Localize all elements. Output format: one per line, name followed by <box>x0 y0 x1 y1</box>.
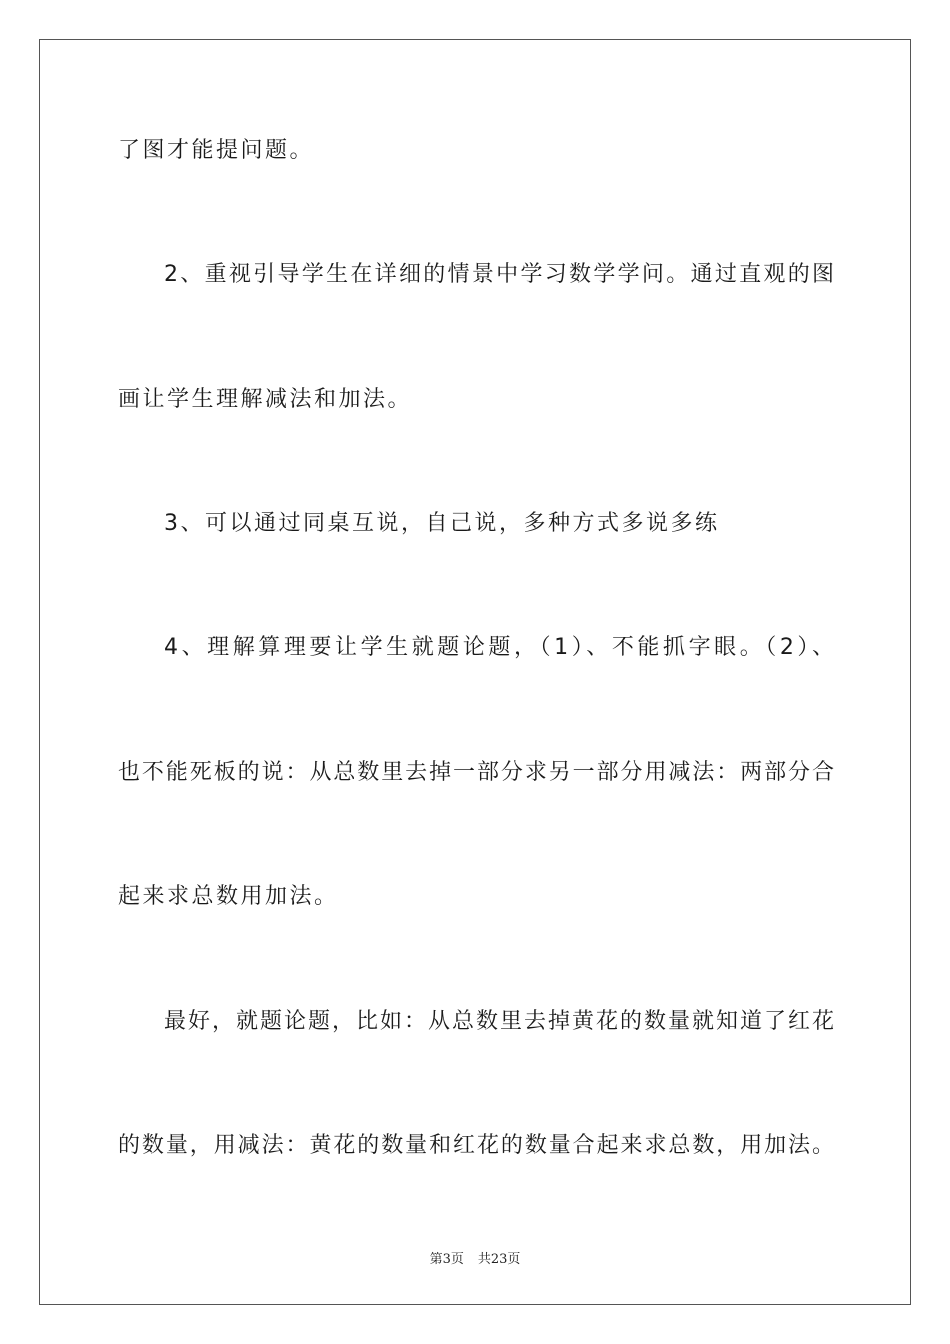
paragraph-line: 4、理解算理要让学生就题论题，（1）、不能抓字眼。（2）、 <box>164 635 834 660</box>
page-total: 共23页 <box>477 1252 521 1267</box>
page-number: 第3页 <box>429 1252 464 1267</box>
paragraph-line: 最好，就题论题，比如：从总数里去掉黄花的数量就知道了红花 <box>164 1009 834 1034</box>
paragraph-line: 画让学生理解减法和加法。 <box>118 387 413 412</box>
paragraph-line: 了图才能提问题。 <box>118 138 315 163</box>
paragraph-line: 起来求总数用加法。 <box>118 884 339 909</box>
paragraph-line: 也不能死板的说：从总数里去掉一部分求另一部分用减法：两部分合 <box>118 760 834 785</box>
paragraph-line: 的数量，用减法：黄花的数量和红花的数量合起来求总数，用加法。 <box>118 1133 834 1158</box>
paragraph-line: 3、可以通过同桌互说，自己说，多种方式多说多练 <box>164 511 720 536</box>
paragraph-line: 2、重视引导学生在详细的情景中学习数学学问。通过直观的图 <box>164 262 834 287</box>
page-border <box>39 39 911 1305</box>
page-footer <box>0 1248 950 1267</box>
